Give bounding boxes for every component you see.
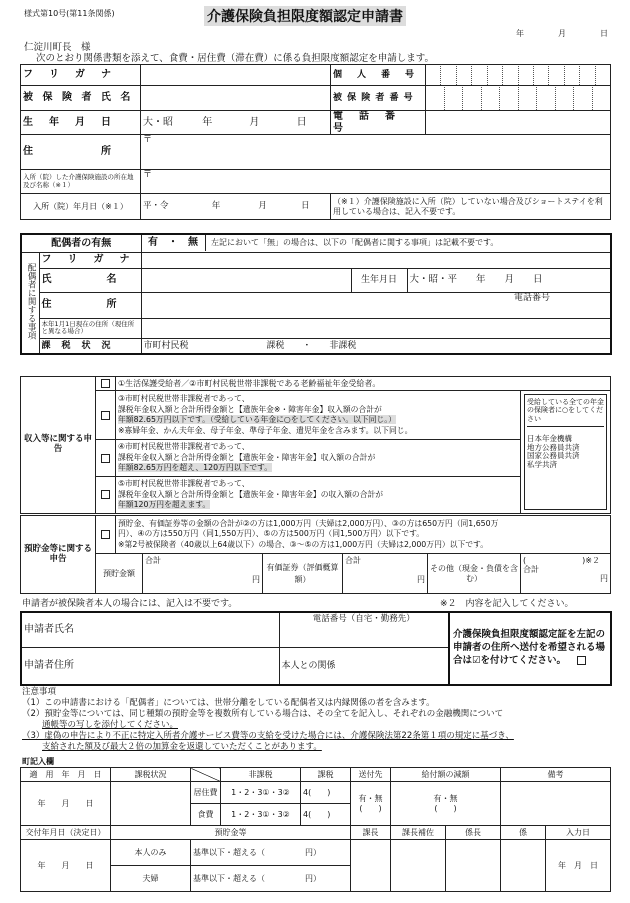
asset-content-note: ※２ 内容を記入してください。 bbox=[440, 599, 574, 609]
spouse-tax-kind: 市町村民税 bbox=[143, 340, 189, 351]
kojin-digit-box[interactable] bbox=[580, 66, 595, 85]
kojin-digit-box[interactable] bbox=[472, 66, 487, 85]
spouse-furigana-label: フ リ ガ ナ bbox=[39, 252, 141, 268]
checkbox-1[interactable] bbox=[101, 379, 110, 388]
address-field[interactable] bbox=[141, 135, 611, 170]
checkbox-assets[interactable] bbox=[101, 530, 110, 539]
requester-tel-field[interactable] bbox=[279, 612, 449, 647]
securities-label: 有価証券（評価概算額） bbox=[263, 554, 343, 594]
note-3b: 支給された額及び最大２倍の加算金を返還していただくことがあります。 bbox=[42, 742, 322, 753]
income-item-4: ⑤市町村民税世帯非課税者であって、 課税年金収入額と合計所得金額と【遺族年金・障害年金】の収入額の合計が 年額120万円を超えます。 bbox=[116, 477, 521, 514]
office-send-label: 送付先 bbox=[351, 768, 391, 782]
input-date-field[interactable]: 年 月 日 bbox=[546, 840, 611, 892]
facility-field[interactable] bbox=[141, 170, 611, 194]
birth-field[interactable] bbox=[141, 111, 331, 135]
hihoken-digit-box[interactable] bbox=[556, 87, 575, 110]
facility-postal-mark: 〒 bbox=[143, 170, 153, 180]
shokuhi-label: 食費 bbox=[191, 804, 221, 826]
requester-address-label: 申請者住所 bbox=[24, 660, 74, 671]
hihoken-digit-box[interactable] bbox=[500, 87, 519, 110]
kojin-digit-box[interactable] bbox=[503, 66, 518, 85]
kakaricho-label: 係長 bbox=[446, 826, 501, 840]
shokuhi-four[interactable]: 4( ) bbox=[301, 804, 351, 826]
income-check-4[interactable] bbox=[96, 477, 116, 514]
kojin-digit-box[interactable] bbox=[488, 66, 503, 85]
spouse-tax-field[interactable] bbox=[141, 338, 611, 354]
requester-relation-label: 本人との関係 bbox=[281, 660, 336, 671]
birth-year: 年 bbox=[202, 116, 213, 128]
checkbox-2[interactable] bbox=[101, 411, 110, 420]
checkbox-4[interactable] bbox=[101, 490, 110, 499]
page-title: 介護保険負担限度額認定申請書 bbox=[204, 6, 406, 26]
note-2b: 通帳等の写しを添付してください。 bbox=[42, 720, 179, 731]
pension-insurer-box bbox=[521, 391, 611, 514]
entry-era: 平・令 bbox=[143, 200, 169, 211]
spouse-furigana-field[interactable] bbox=[141, 252, 611, 268]
send-request[interactable] bbox=[449, 612, 611, 685]
office-reduce-label: 給付額の減額 bbox=[391, 768, 501, 782]
other-yen: 円 bbox=[600, 574, 608, 584]
income-table bbox=[20, 376, 611, 514]
alone-field[interactable]: 基準以下・超える（ 円） bbox=[191, 840, 351, 866]
birth-month: 月 bbox=[249, 116, 260, 128]
requester-name-field[interactable] bbox=[21, 612, 279, 647]
insurer-3[interactable]: 国家公務員共済 bbox=[527, 451, 580, 461]
insured-name-label: 被 保 険 者 氏 名 bbox=[21, 86, 141, 111]
requester-tel-label: 電話番号（自宅・勤務先） bbox=[312, 614, 415, 624]
income-check-3[interactable] bbox=[96, 440, 116, 477]
office-tax-field[interactable] bbox=[111, 782, 191, 826]
deposit-total-label: 合計 bbox=[145, 556, 161, 565]
income-item-3: ④市町村民税世帯非課税者であって、 課税年金収入額と合計所得金額と【遺族年金・障害年金】収入額の合計が 年額82.65万円を超え、120万円以下です。 bbox=[116, 440, 521, 477]
spouse-tax-options: 課税 ・ 非課税 bbox=[266, 340, 357, 351]
insurer-4[interactable]: 私学共済 bbox=[527, 460, 557, 470]
deposit-total-field[interactable] bbox=[143, 554, 263, 594]
shokuhi-options[interactable]: 1・2・3①・3② bbox=[221, 804, 301, 826]
securities-yen: 円 bbox=[417, 575, 425, 585]
tel-field[interactable] bbox=[426, 111, 611, 135]
kojin-digit-box[interactable] bbox=[519, 66, 534, 85]
kacho-stamp[interactable] bbox=[351, 840, 391, 892]
spouse-note: 左記において「無」の場合は、以下の「配偶者に関する事項」は記載不要です。 bbox=[211, 238, 499, 248]
kyojuhi-four[interactable]: 4( ) bbox=[301, 782, 351, 804]
spouse-table bbox=[20, 233, 612, 355]
kojin-digit-box[interactable] bbox=[549, 66, 564, 85]
furigana-label: フ リ ガ ナ bbox=[21, 65, 141, 86]
office-taxed-label: 課税 bbox=[301, 768, 351, 782]
note-3: （3）虚偽の申告により不正に特定入所者介護サービス費等の支給を受けた場合には、介護保険法第22条第１項の規定に基づき、 bbox=[22, 731, 514, 742]
kacho-label: 課長 bbox=[351, 826, 391, 840]
assets-table bbox=[20, 515, 611, 594]
send-request-text: 介護保険負担限度額認定証を左記の申請者の住所へ送付を希望される場合は☑を付けてください。 bbox=[453, 629, 606, 666]
application-date[interactable] bbox=[516, 28, 608, 39]
hihoken-digit-box[interactable] bbox=[519, 87, 538, 110]
facility-note: （※１）介護保険施設に入所（院）していない場合及びショートステイを利用している場合は、記入不要です。 bbox=[331, 194, 611, 220]
month-label: 月 bbox=[558, 29, 566, 38]
spouse-name-field[interactable] bbox=[141, 268, 351, 292]
address-label: 住 所 bbox=[21, 135, 141, 170]
deposit-yen: 円 bbox=[252, 575, 260, 585]
spouse-exists-label: 配偶者の有無 bbox=[21, 234, 141, 252]
assets-label: 預貯金等に関する申告 bbox=[21, 516, 96, 594]
income-check-1[interactable] bbox=[96, 377, 116, 391]
delivery-field[interactable]: 年 月 日 bbox=[21, 840, 111, 892]
spouse-birth-label: 生年月日 bbox=[351, 268, 407, 292]
office-date-label: 適 用 年 月 日 bbox=[21, 768, 111, 782]
income-item-2: ③市町村民税世帯非課税者であって、 課税年金収入額と合計所得金額と【遺族年金※・障害年金】収入額の合計が 年額82.65万円以下です。（受給している年金に○をしてください。以下同じ。） ※寡婦年金、かん夫年金、母子年金、準母子年金、遺児年金を含みます。以下同じ。 bbox=[116, 391, 521, 440]
hihoken-digit-box[interactable] bbox=[574, 87, 593, 110]
entry-year: 年 bbox=[211, 200, 221, 211]
spouse-exists-row bbox=[141, 234, 611, 252]
facility-label: 入所（院）した介護保険施設の所在地及び名称（※１） bbox=[21, 170, 141, 194]
couple-field[interactable]: 基準以下・超える（ 円） bbox=[191, 866, 351, 892]
insured-name-field[interactable] bbox=[141, 86, 331, 111]
tel-label: 電 話 番 号 bbox=[331, 111, 426, 135]
entry-month: 月 bbox=[258, 200, 267, 211]
other-field[interactable] bbox=[521, 554, 611, 594]
hihoken-digit-box[interactable] bbox=[426, 87, 445, 110]
spouse-tel-label: 電話番号 bbox=[513, 292, 550, 303]
spouse-address-label: 住 所 bbox=[39, 292, 141, 318]
hihoken-digit-box[interactable] bbox=[463, 87, 482, 110]
furigana-field[interactable] bbox=[141, 65, 331, 86]
applicant-table bbox=[20, 64, 611, 220]
other-label: その他（現金・負債を含む） bbox=[428, 554, 521, 594]
kojin-label: 個 人 番 号 bbox=[331, 65, 426, 86]
other-total-label: 合計 bbox=[523, 565, 539, 575]
hosa-label: 課長補佐 bbox=[391, 826, 446, 840]
insurer-1[interactable]: 日本年金機構 bbox=[527, 434, 572, 444]
spouse-address-field[interactable] bbox=[141, 292, 611, 318]
assets-text: 預貯金、有価証券等の金額の合計が②の方は1,000万円（夫婦は2,000万円）、③の方は650万円（同1,650万 円）、④の方は550万円（同1,550万円）、⑤の方は500万円（同1,500万円）以下です。 ※第2号被保険者（40歳以上64歳以下）の場合、③～⑤の方は1,000万円（夫婦は2,000万円）以下です。 bbox=[116, 516, 611, 554]
entry-date-field[interactable] bbox=[141, 194, 331, 220]
kojin-digit-box[interactable] bbox=[457, 66, 472, 85]
insurer-list[interactable] bbox=[527, 427, 604, 470]
securities-total-label: 合計 bbox=[345, 556, 361, 565]
office-nontax-label: 非課税 bbox=[221, 768, 301, 782]
assets-check[interactable] bbox=[96, 516, 116, 554]
office-deposit-label: 預貯金等 bbox=[111, 826, 351, 840]
securities-field[interactable] bbox=[343, 554, 428, 594]
year-label: 年 bbox=[516, 29, 524, 38]
office-date-field[interactable]: 年 月 日 bbox=[21, 782, 111, 826]
birth-day: 日 bbox=[296, 116, 307, 128]
hihoken-digit-box[interactable] bbox=[445, 87, 464, 110]
spouse-jan-address-field[interactable] bbox=[141, 318, 611, 338]
income-label: 収入等に関する申告 bbox=[21, 377, 96, 514]
spouse-birth-field[interactable]: 大・昭・平 年 月 日 bbox=[407, 268, 611, 292]
hihoken-digit-box[interactable] bbox=[593, 87, 611, 110]
office-send-field[interactable]: 有・無 ( ) bbox=[351, 782, 391, 826]
notes-section bbox=[22, 687, 612, 753]
kakaricho-stamp[interactable] bbox=[446, 840, 501, 892]
spouse-tax-label: 課 税 状 況 bbox=[39, 338, 141, 354]
day-label: 日 bbox=[600, 29, 608, 38]
alone-label: 本人のみ bbox=[111, 840, 191, 866]
entry-date-label: 入所（院）年月日（※１） bbox=[21, 194, 141, 220]
notes-heading: 注意事項 bbox=[22, 687, 57, 697]
hihoken-digit-box[interactable] bbox=[482, 87, 501, 110]
requester-relation-field[interactable] bbox=[279, 647, 449, 685]
entry-day: 日 bbox=[301, 200, 310, 211]
spouse-name-label: 氏 名 bbox=[39, 268, 141, 292]
note-2: （2）預貯金等については、同じ種類の預貯金等を複数所有している場合は、その全てを記入し、それぞれの金融機関について bbox=[22, 709, 504, 720]
kojin-number-field[interactable] bbox=[426, 65, 611, 86]
income-check-2[interactable] bbox=[96, 391, 116, 440]
kojin-digit-box[interactable] bbox=[596, 66, 610, 85]
kyojuhi-options[interactable]: 1・2・3①・3② bbox=[221, 782, 301, 804]
other-paren: ( )※２ bbox=[523, 556, 600, 565]
note-1: （1）この申請書における「配偶者」については、世帯分離をしている配偶者又は内縁関係の者を含みます。 bbox=[22, 698, 435, 709]
pension-note: 受給している全ての年金の保険者に○をしてください bbox=[527, 398, 604, 427]
kojin-digit-box[interactable] bbox=[426, 66, 441, 85]
spouse-yes-no[interactable]: 有 ・ 無 bbox=[142, 235, 206, 251]
hihoken-number-field[interactable] bbox=[426, 86, 611, 111]
deposit-label: 預貯金額 bbox=[96, 554, 143, 594]
hosa-stamp[interactable] bbox=[391, 840, 446, 892]
kojin-digit-box[interactable] bbox=[565, 66, 580, 85]
self-note: 申請者が被保険者本人の場合には、記入は不要です。 bbox=[22, 599, 238, 609]
income-item-1: ①生活保護受給者／②市町村民税世帯非課税である老齢福祉年金受給者。 bbox=[116, 377, 611, 391]
spouse-side-label: 配偶者に関する事項 bbox=[21, 252, 39, 354]
input-date-label: 入力日 bbox=[546, 826, 611, 840]
office-tax-label: 課税状況 bbox=[111, 768, 191, 782]
requester-name-label: 申請者氏名 bbox=[24, 624, 74, 635]
kojin-digit-box[interactable] bbox=[534, 66, 549, 85]
hihoken-label: 被 保 険 者 番 号 bbox=[331, 86, 426, 111]
office-remarks-label: 備考 bbox=[501, 768, 611, 782]
kakari-label: 係 bbox=[501, 826, 546, 840]
requester-table bbox=[20, 611, 612, 686]
office-remarks-field[interactable] bbox=[501, 782, 611, 826]
spouse-jan-address-label: 本年1月1日現在の住所（現住所と異なる場合） bbox=[39, 318, 141, 338]
couple-label: 夫婦 bbox=[111, 866, 191, 892]
intro-text: 次のとおり関係書類を添えて、食費・居住費（滞在費）に係る負担限度額認定を申請します。 bbox=[36, 53, 435, 64]
insurer-2[interactable]: 地方公務員共済 bbox=[527, 442, 580, 452]
office-reduce-field[interactable]: 有・無 ( ) bbox=[391, 782, 501, 826]
delivery-label: 交付年月日（決定日） bbox=[21, 826, 111, 840]
postal-mark: 〒 bbox=[143, 135, 153, 145]
kakari-stamp[interactable] bbox=[501, 840, 546, 892]
kyojuhi-label: 居住費 bbox=[191, 782, 221, 804]
form-number: 様式第10号(第11条関係) bbox=[24, 9, 115, 18]
send-checkbox[interactable] bbox=[577, 656, 586, 665]
checkbox-3[interactable] bbox=[101, 454, 110, 463]
birth-era: 大・昭 bbox=[143, 116, 173, 128]
office-table bbox=[20, 767, 611, 892]
birth-label: 生 年 月 日 bbox=[21, 111, 141, 135]
requester-address-field[interactable] bbox=[21, 647, 279, 685]
addressee: 仁淀川町長 様 bbox=[24, 42, 91, 53]
office-heading: 町記入欄 bbox=[22, 757, 54, 766]
hihoken-digit-box[interactable] bbox=[537, 87, 556, 110]
kojin-digit-box[interactable] bbox=[441, 66, 456, 85]
office-diagonal bbox=[191, 768, 221, 782]
